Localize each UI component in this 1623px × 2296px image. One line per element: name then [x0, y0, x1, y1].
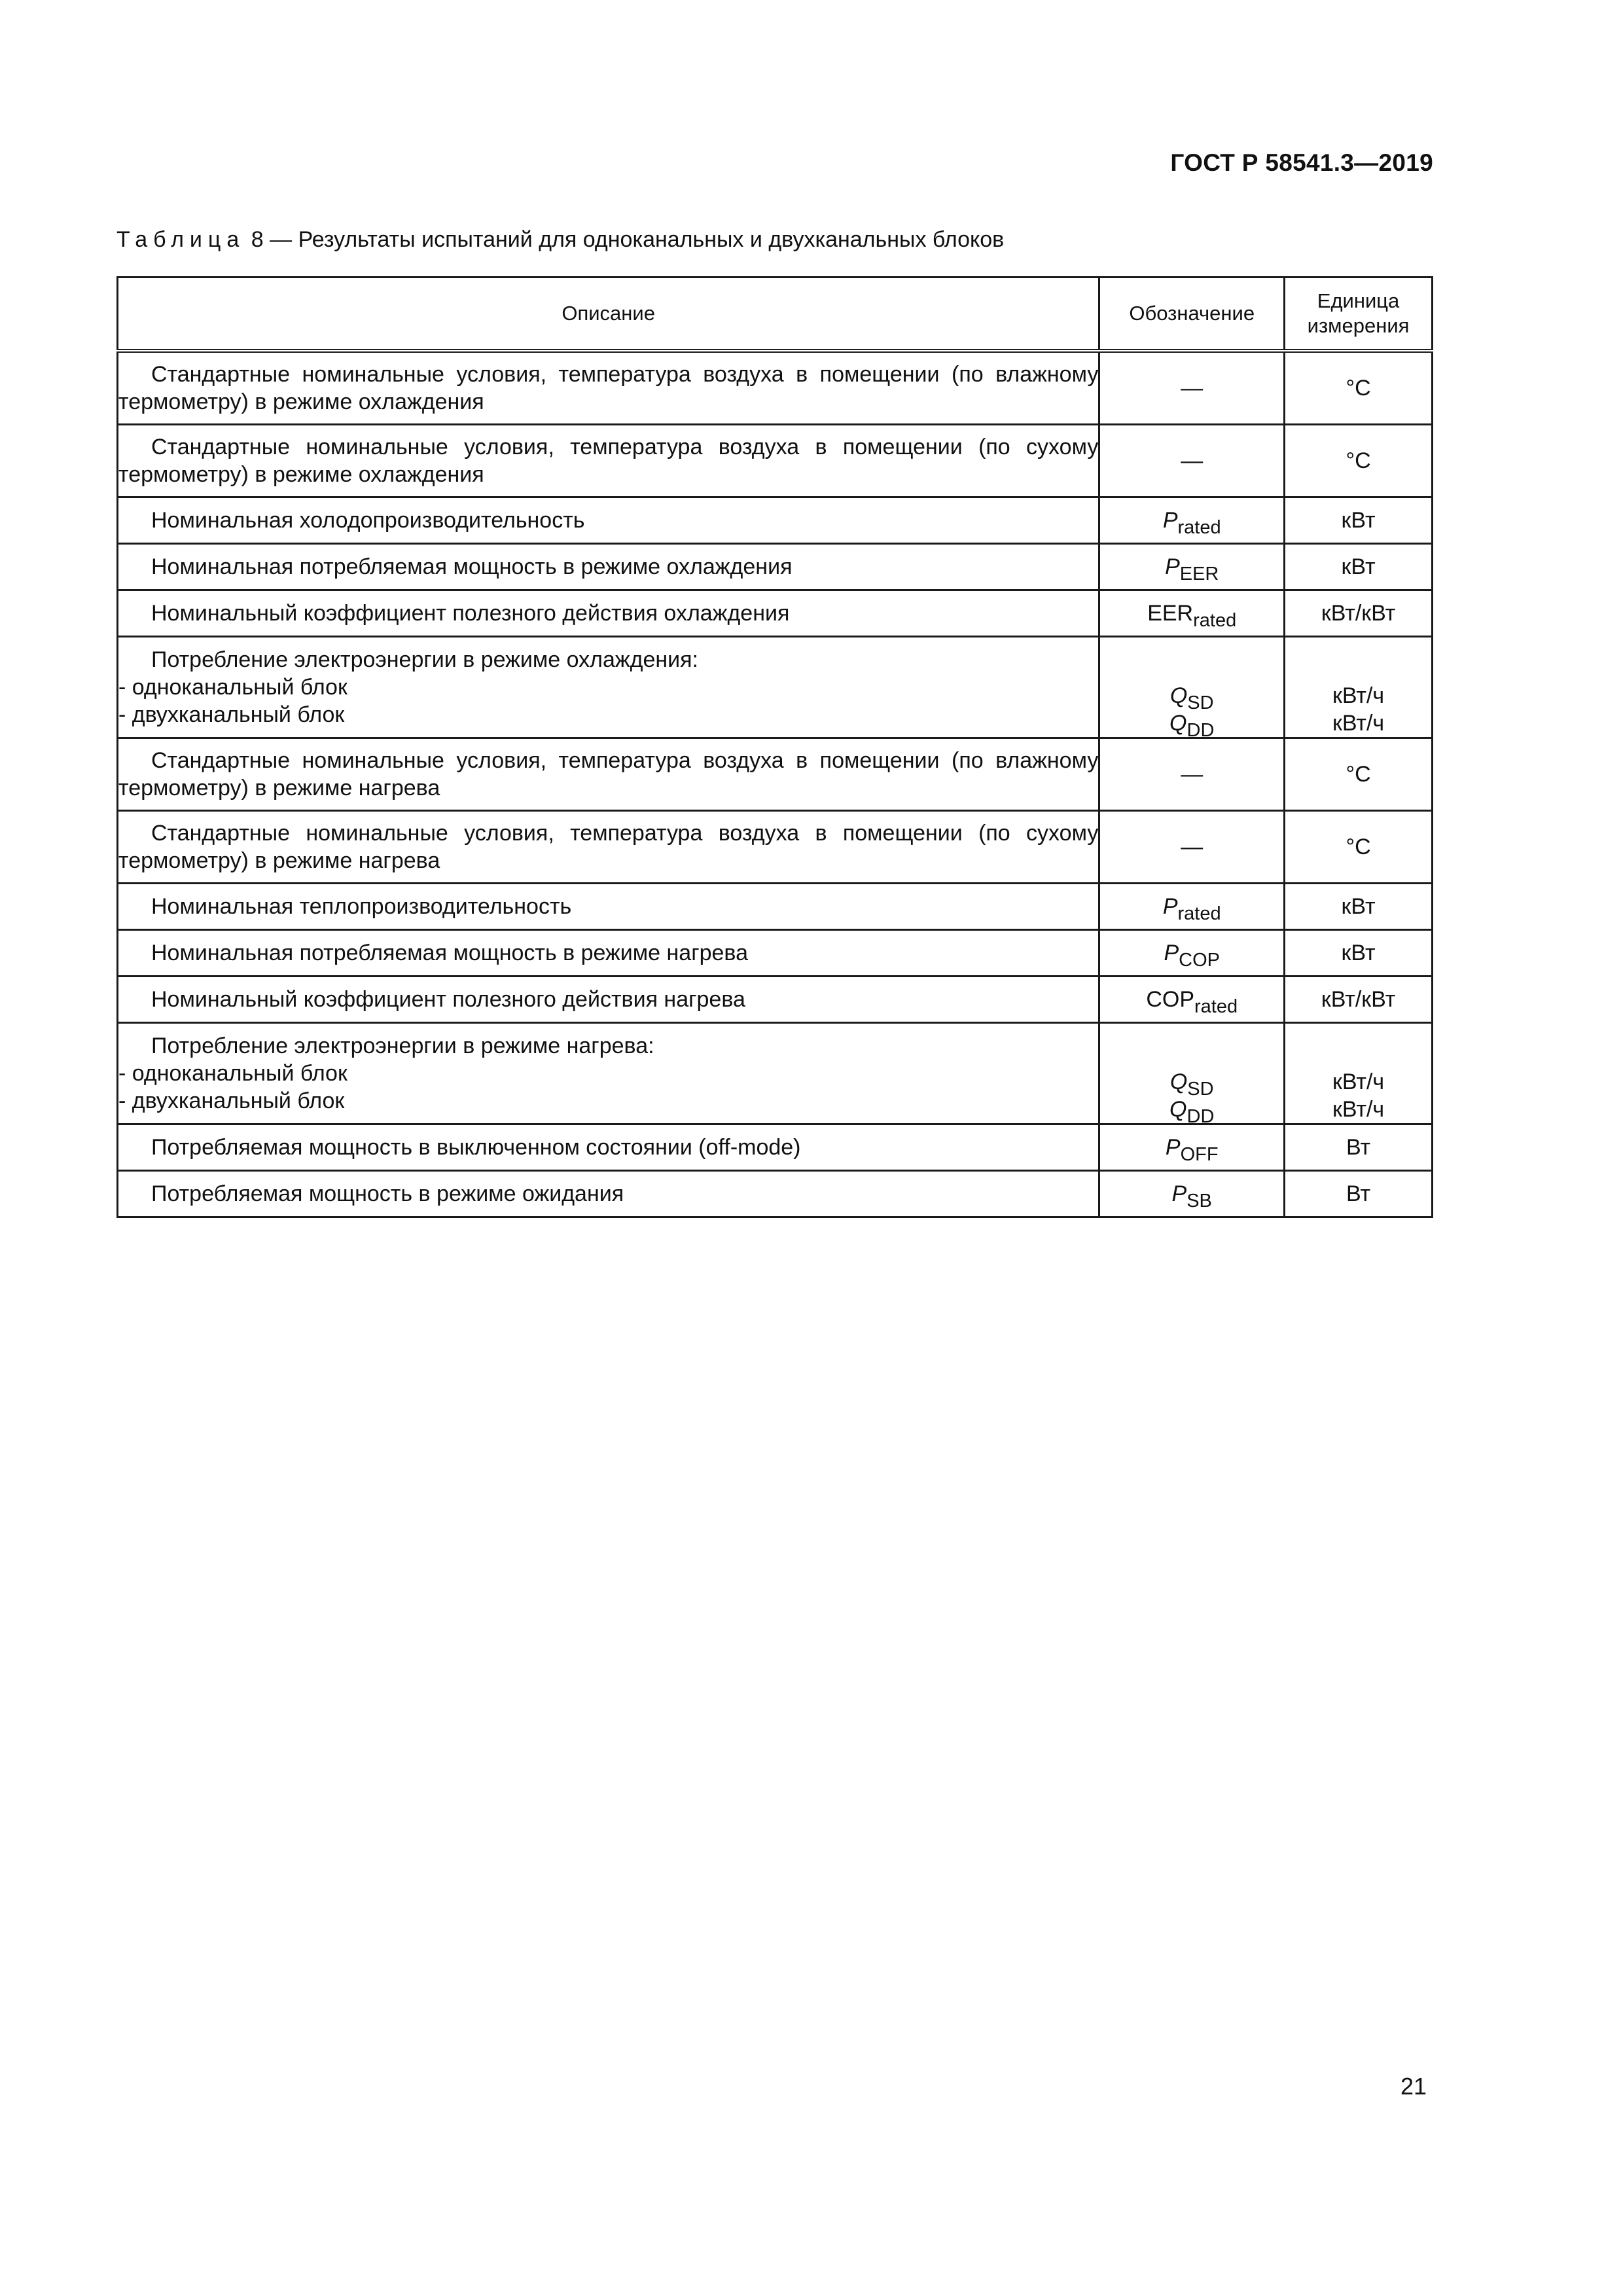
row-symbol: —	[1099, 351, 1285, 425]
row-description: Номинальный коэффициент полезного действия охлаждения	[118, 590, 1099, 637]
results-table	[116, 276, 1433, 1218]
table-row	[118, 738, 1433, 811]
row-symbol: $P_{rated}$	[1099, 884, 1285, 930]
row-unit: кВт/кВт	[1285, 977, 1433, 1023]
row-unit: кВт/кВт	[1285, 590, 1433, 637]
table-row	[118, 590, 1433, 637]
row-symbol: $P_{OFF}$	[1099, 1124, 1285, 1171]
row-unit: °C	[1285, 351, 1433, 425]
table-caption-text: 8 — Результаты испытаний для одноканальных и двухканальных блоков	[251, 227, 1005, 252]
row-unit: кВт	[1285, 544, 1433, 590]
row-description: Стандартные номинальные условия, температура воздуха в помещении (по влажному термометру) в режиме охлаждения	[118, 351, 1099, 425]
header-description: Описание	[118, 278, 1099, 351]
row-unit: кВт	[1285, 930, 1433, 977]
table-caption	[116, 227, 1004, 253]
table-row	[118, 1023, 1433, 1124]
row-unit: Вт	[1285, 1171, 1433, 1217]
row-description: Потребляемая мощность в режиме ожидания	[118, 1171, 1099, 1217]
document-header: ГОСТ Р 58541.3—2019	[1170, 149, 1433, 176]
row-description: Потребление электроэнергии в режиме нагрева: - одноканальный блок - двухканальный блок	[118, 1023, 1099, 1124]
table-row	[118, 1171, 1433, 1217]
header-unit: Единица измерения	[1285, 278, 1433, 351]
row-unit: °C	[1285, 425, 1433, 497]
row-description: Стандартные номинальные условия, температура воздуха в помещении (по сухому термометру) в режиме нагрева	[118, 811, 1099, 884]
row-description: Номинальная потребляемая мощность в режиме охлаждения	[118, 544, 1099, 590]
row-symbol: —	[1099, 425, 1285, 497]
row-symbol: —	[1099, 738, 1285, 811]
row-description: Номинальный коэффициент полезного действия нагрева	[118, 977, 1099, 1023]
table-row	[118, 425, 1433, 497]
row-description: Номинальная теплопроизводительность	[118, 884, 1099, 930]
table-row	[118, 544, 1433, 590]
table-row	[118, 497, 1433, 544]
row-description: Потребляемая мощность в выключенном состоянии (off-mode)	[118, 1124, 1099, 1171]
row-symbol: $P_{rated}$	[1099, 497, 1285, 544]
row-symbol: $Q_{SD}$ $Q_{DD}$	[1099, 637, 1285, 738]
row-unit: °C	[1285, 811, 1433, 884]
table-row	[118, 811, 1433, 884]
row-description: Стандартные номинальные условия, температура воздуха в помещении (по сухому термометру) в режиме охлаждения	[118, 425, 1099, 497]
row-description: Потребление электроэнергии в режиме охлаждения: - одноканальный блок - двухканальный блок	[118, 637, 1099, 738]
row-unit: кВт	[1285, 497, 1433, 544]
row-symbol: $P_{EER}$	[1099, 544, 1285, 590]
row-unit: кВт/ч кВт/ч	[1285, 637, 1433, 738]
row-unit: Вт	[1285, 1124, 1433, 1171]
table-row	[118, 637, 1433, 738]
table-header-row	[118, 278, 1433, 351]
header-symbol: Обозначение	[1099, 278, 1285, 351]
row-description: Номинальная холодопроизводительность	[118, 497, 1099, 544]
page-number: 21	[1400, 2073, 1427, 2100]
table-row	[118, 930, 1433, 977]
row-symbol: $P_{COP}$	[1099, 930, 1285, 977]
row-symbol: $EER_{rated}$	[1099, 590, 1285, 637]
table-row	[118, 351, 1433, 425]
row-symbol: $Q_{SD}$ $Q_{DD}$	[1099, 1023, 1285, 1124]
row-unit: °C	[1285, 738, 1433, 811]
table-row	[118, 1124, 1433, 1171]
row-symbol: —	[1099, 811, 1285, 884]
table-row	[118, 884, 1433, 930]
row-symbol: $P_{SB}$	[1099, 1171, 1285, 1217]
row-unit: кВт	[1285, 884, 1433, 930]
row-symbol: $COP_{rated}$	[1099, 977, 1285, 1023]
row-unit: кВт/ч кВт/ч	[1285, 1023, 1433, 1124]
table-row	[118, 977, 1433, 1023]
table-caption-prefix: Таблица	[116, 227, 245, 252]
row-description: Стандартные номинальные условия, температура воздуха в помещении (по влажному термометру) в режиме нагрева	[118, 738, 1099, 811]
row-description: Номинальная потребляемая мощность в режиме нагрева	[118, 930, 1099, 977]
